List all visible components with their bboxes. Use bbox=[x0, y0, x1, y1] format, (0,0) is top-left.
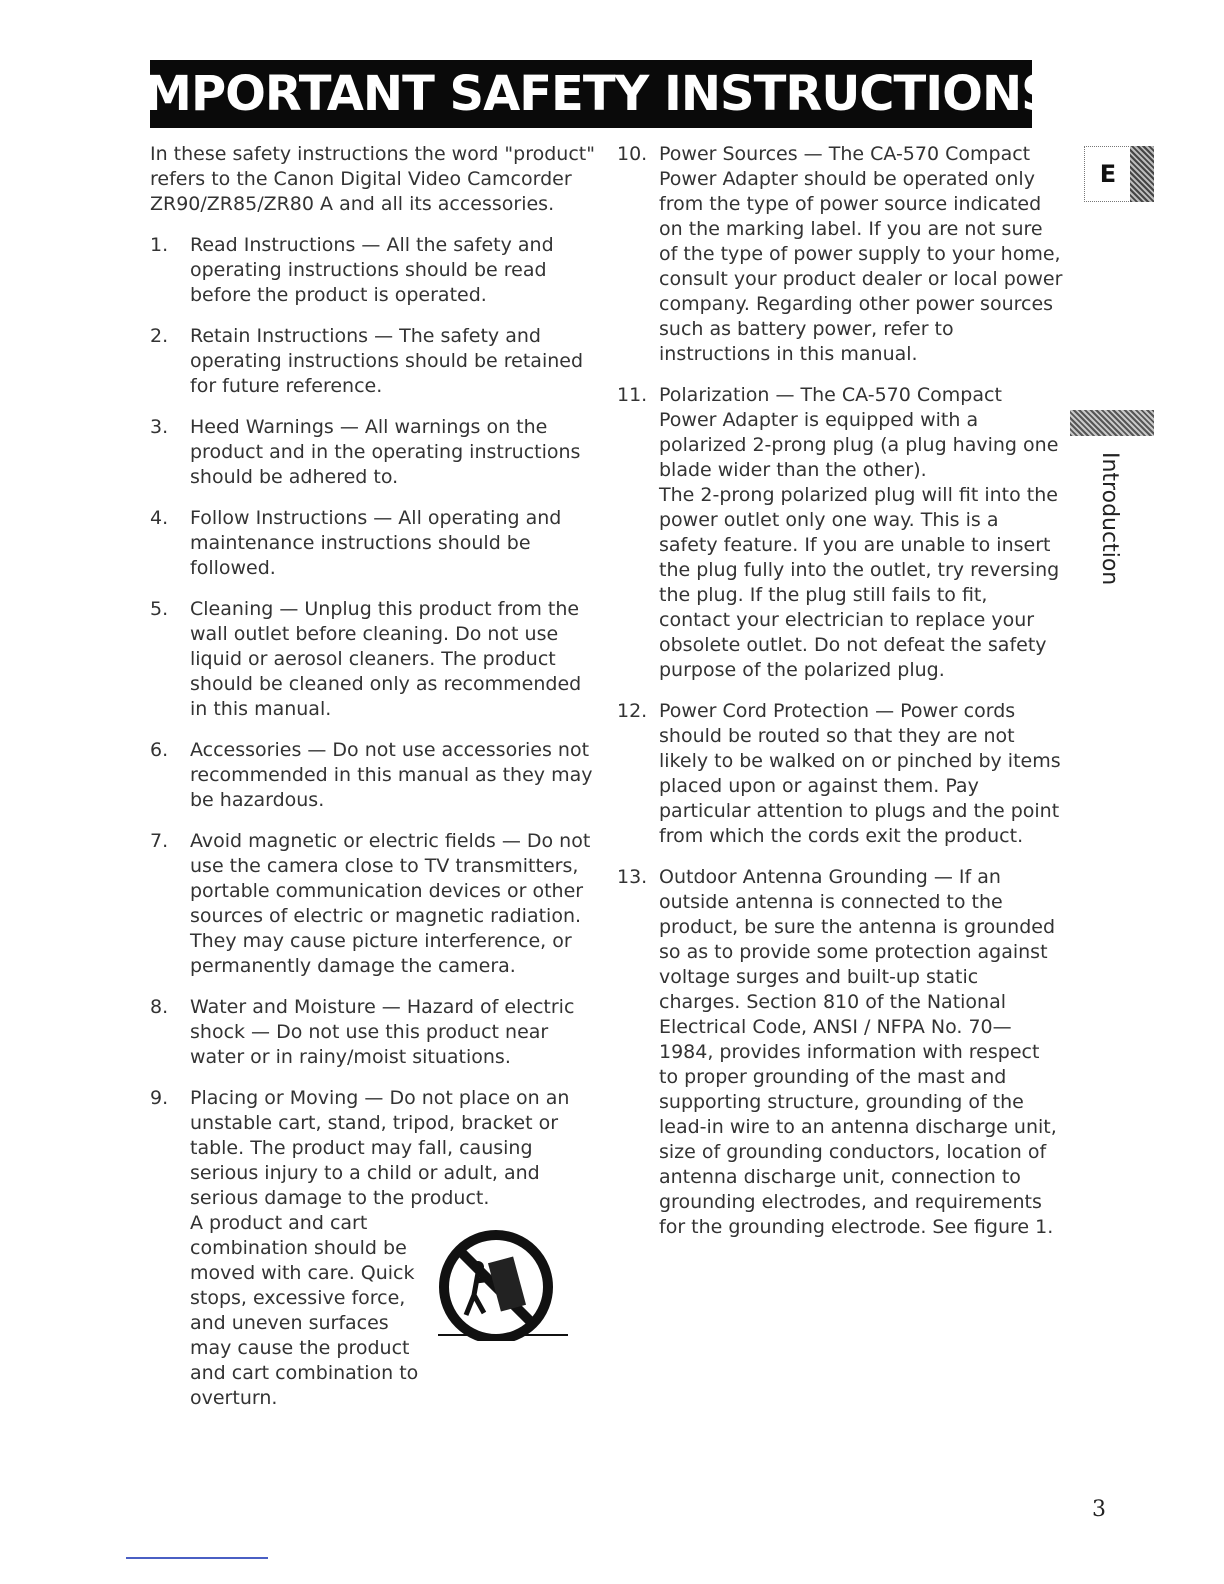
item-number: 11. bbox=[617, 384, 648, 406]
section-tab-shade bbox=[1070, 410, 1154, 436]
item-number: 13. bbox=[617, 866, 648, 888]
list-item bbox=[617, 865, 1063, 1240]
item-text: Read Instructions — All the safety and operating instructions should be read before the product is operated. bbox=[190, 234, 554, 306]
item-text: Outdoor Antenna Grounding — If an outside antenna is connected to the product, be sure the antenna is grounded so as to provide some protection against voltage surges and built-up static charges. Section 810 of the National Electrical Code, ANSI / NFPA No. 70—1984, provides information with respect to proper grounding of the mast and supporting structure, grounding of the lead-in wire to an antenna discharge unit, size of grounding conductors, location of antenna discharge unit, connection to grounding electrodes, and requirements for the grounding electrode. See figure 1. bbox=[659, 866, 1057, 1238]
item-text: Avoid magnetic or electric fields — Do not use the camera close to TV transmitters, portable communication devices or other sources of electric or magnetic radiation. They may cause picture interference, or permanently damage the camera. bbox=[190, 830, 591, 977]
item-text: Accessories — Do not use accessories not recommended in this manual as they may be hazardous. bbox=[190, 739, 593, 811]
language-tab-label: E bbox=[1084, 146, 1131, 202]
list-item bbox=[150, 738, 598, 813]
cart-warning-text: A product and cart combination should be moved with care. Quick stops, excessive force, and uneven surfaces may cause the product and cart combination to overturn. bbox=[190, 1212, 419, 1409]
list-item-placing-or-moving bbox=[150, 1086, 598, 1411]
list-item bbox=[617, 383, 1063, 683]
item-text: Power Cord Protection — Power cords should be routed so that they are not likely to be walked on or pinched by items placed upon or against them. Pay particular attention to plugs and the point from which the cords exit the product. bbox=[659, 700, 1061, 847]
item-number: 3. bbox=[150, 416, 169, 438]
item-number: 5. bbox=[150, 598, 169, 620]
item-text: Water and Moisture — Hazard of electric shock — Do not use this product near water or in rainy/moist situations. bbox=[190, 996, 575, 1068]
item-text: Cleaning — Unplug this product from the wall outlet before cleaning. Do not use liquid or aerosol cleaners. The product should be cleaned only as recommended in this manual. bbox=[190, 598, 582, 720]
cart-warning bbox=[190, 1211, 598, 1411]
item-text-continued: The 2-prong polarized plug will fit into the power outlet only one way. This is a safety feature. If you are unable to insert the plug fully into the outlet, try reversing the plug. If the plug still fails to fit, contact your electrician to replace your obsolete outlet. Do not defeat the safety purpose of the polarized plug. bbox=[659, 484, 1060, 681]
list-item bbox=[150, 415, 598, 490]
item-text: Polarization — The CA-570 Compact Power Adapter is equipped with a polarized 2-prong plug (a plug having one blade wider than the other). bbox=[659, 384, 1059, 481]
item-number: 1. bbox=[150, 234, 169, 256]
page-title: IMPORTANT SAFETY INSTRUCTIONS bbox=[150, 60, 1032, 128]
item-number: 9. bbox=[150, 1087, 169, 1109]
right-column bbox=[617, 142, 1063, 1256]
item-text: Placing or Moving — Do not place on an unstable cart, stand, tripod, bracket or table. The product may fall, causing serious injury to a child or adult, and serious damage to the product. bbox=[190, 1087, 570, 1209]
list-item bbox=[150, 597, 598, 722]
list-item bbox=[150, 829, 598, 979]
list-item bbox=[617, 699, 1063, 849]
left-column bbox=[150, 142, 598, 1427]
page-number: 3 bbox=[1092, 1497, 1106, 1522]
item-number: 7. bbox=[150, 830, 169, 852]
list-item bbox=[150, 324, 598, 399]
item-text: Power Sources — The CA-570 Compact Power Adapter should be operated only from the type of power source indicated on the marking label. If you are not sure of the type of power supply to your home, consult your product dealer or local power company. Regarding other power sources such as battery power, refer to instructions in this manual. bbox=[659, 143, 1063, 365]
language-tab bbox=[1084, 146, 1154, 202]
item-number: 10. bbox=[617, 143, 648, 165]
list-item bbox=[150, 506, 598, 581]
footer-rule bbox=[126, 1557, 268, 1559]
item-number: 6. bbox=[150, 739, 169, 761]
section-tab-label: Introduction bbox=[1097, 452, 1122, 586]
list-item bbox=[150, 995, 598, 1070]
intro-paragraph: In these safety instructions the word "product" refers to the Canon Digital Video Camcorder ZR90/ZR85/ZR80 A and all its accessories. bbox=[150, 143, 595, 215]
list-item bbox=[617, 142, 1063, 367]
item-number: 8. bbox=[150, 996, 169, 1018]
item-number: 2. bbox=[150, 325, 169, 347]
language-tab-shade bbox=[1130, 146, 1154, 202]
cart-tip-over-warning-icon bbox=[436, 1229, 570, 1341]
item-text: Heed Warnings — All warnings on the product and in the operating instructions should be adhered to. bbox=[190, 416, 581, 488]
item-number: 12. bbox=[617, 700, 648, 722]
list-item bbox=[150, 233, 598, 308]
item-text: Retain Instructions — The safety and operating instructions should be retained for future reference. bbox=[190, 325, 584, 397]
item-number: 4. bbox=[150, 507, 169, 529]
item-text: Follow Instructions — All operating and maintenance instructions should be followed. bbox=[190, 507, 562, 579]
